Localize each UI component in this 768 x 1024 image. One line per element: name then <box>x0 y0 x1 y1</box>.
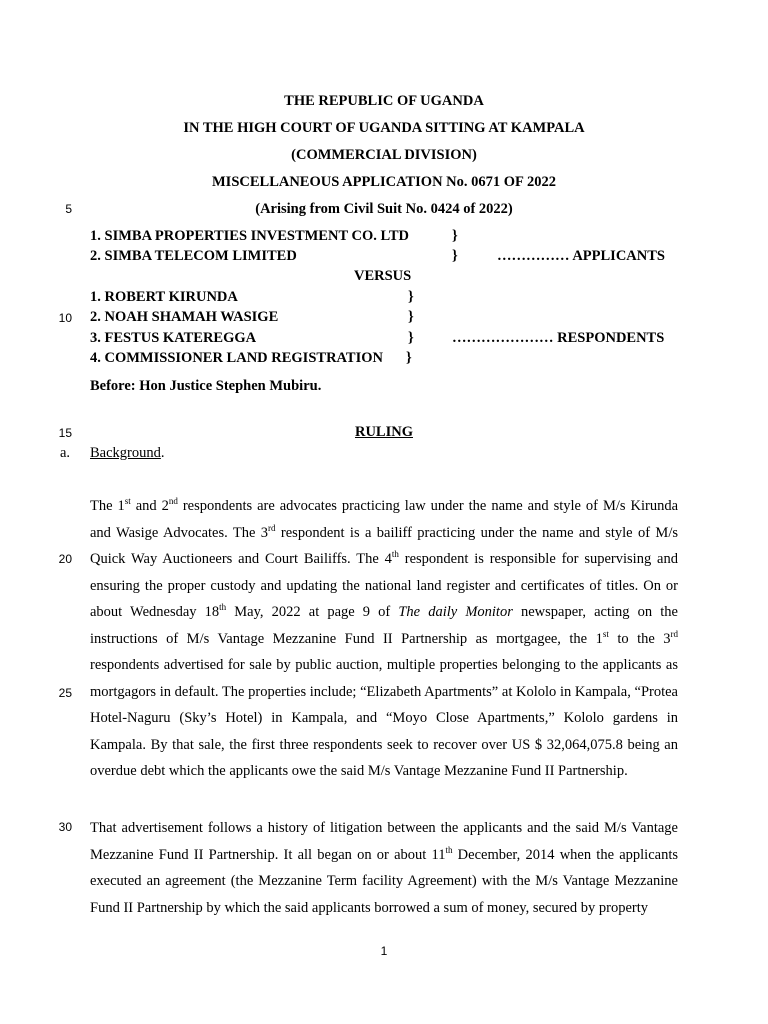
line-number: 30 <box>58 820 72 834</box>
heading-arising-from: (Arising from Civil Suit No. 0424 of 2022) <box>255 201 513 217</box>
brace: } <box>408 289 414 305</box>
coram: Before: Hon Justice Stephen Mubiru. <box>90 378 322 394</box>
heading-republic: THE REPUBLIC OF UGANDA <box>284 93 484 109</box>
respondent-1: 1. ROBERT KIRUNDA <box>90 289 238 305</box>
heading-court: IN THE HIGH COURT OF UGANDA SITTING AT KAMPALA <box>183 120 585 136</box>
applicant-2: 2. SIMBA TELECOM LIMITED <box>90 248 297 264</box>
paragraph-background-1: The 1st and 2nd respondents are advocates practicing law under the name and style of M/s Kirunda and Wasige Advocates. The 3rd respondent is a bailiff practicing under the name and style of M/s Quick Way Auctioneers and Court Bailiffs. The 4th respondent is responsible for supervising and ensuring the proper custody and updating the national land register and certificates of titles. On or about Wednesday 18th May, 2022 at page 9 of The daily Monitor newspaper, acting on the instructions of M/s Vantage Mezzanine Fund II Partnership as mortgagee, the 1st to the 3rd respondents advertised for sale by public auction, multiple properties belonging to the applicants as mortgagors in default. The properties include; “Elizabeth Apartments” at Kololo in Kampala, “Protea Hotel-Naguru (Sky’s Hotel) in Kampala, and “Moyo Close Apartments,” Kololo gardens in Kampala. By that sale, the first three respondents seek to recover over US $ 32,064,075.8 being an overdue debt which the applicants owe the said M/s Vantage Mezzanine Fund II Partnership. <box>90 496 679 779</box>
brace: } <box>406 350 412 366</box>
brace: } <box>408 330 414 346</box>
versus-label: VERSUS <box>354 268 412 284</box>
page-number: 1 <box>380 944 388 958</box>
line-number: 25 <box>58 686 72 700</box>
line-number: 15 <box>58 426 72 440</box>
brace: } <box>452 248 458 264</box>
brace: } <box>408 309 414 325</box>
respondent-4: 4. COMMISSIONER LAND REGISTRATION <box>90 350 383 366</box>
section-heading <box>60 445 165 462</box>
line-number: 10 <box>58 311 72 325</box>
newspaper-name: The daily Monitor <box>398 604 513 620</box>
paragraph-background-2: That advertisement follows a history of litigation between the applicants and the said M/s Vantage Mezzanine Fund II Partnership. It all began on or about 11th December, 2014 when the applicants executed an agreement (the Mezzanine Term facility Agreement) with the M/s Vantage Mezzanine Fund II Partnership by which the said applicants borrowed a sum of money, secured by property <box>90 820 679 916</box>
heading-application-number: MISCELLANEOUS APPLICATION No. 0671 OF 2022 <box>211 174 556 190</box>
respondent-3: 3. FESTUS KATEREGGA <box>90 330 257 346</box>
section-end: . <box>160 445 165 461</box>
heading-division: (COMMERCIAL DIVISION) <box>291 147 477 163</box>
ruling-title: RULING <box>354 424 413 440</box>
line-number: 5 <box>65 202 72 216</box>
line-number: 20 <box>58 552 72 566</box>
section-label: a. <box>60 445 71 461</box>
brace: } <box>452 228 458 244</box>
applicants-role: …………… APPLICANTS <box>497 248 665 264</box>
applicant-1: 1. SIMBA PROPERTIES INVESTMENT CO. LTD <box>90 228 409 244</box>
section-title: Background <box>90 445 161 461</box>
respondent-2: 2. NOAH SHAMAH WASIGE <box>90 309 279 325</box>
respondents-role: ………………… RESPONDENTS <box>452 330 665 346</box>
